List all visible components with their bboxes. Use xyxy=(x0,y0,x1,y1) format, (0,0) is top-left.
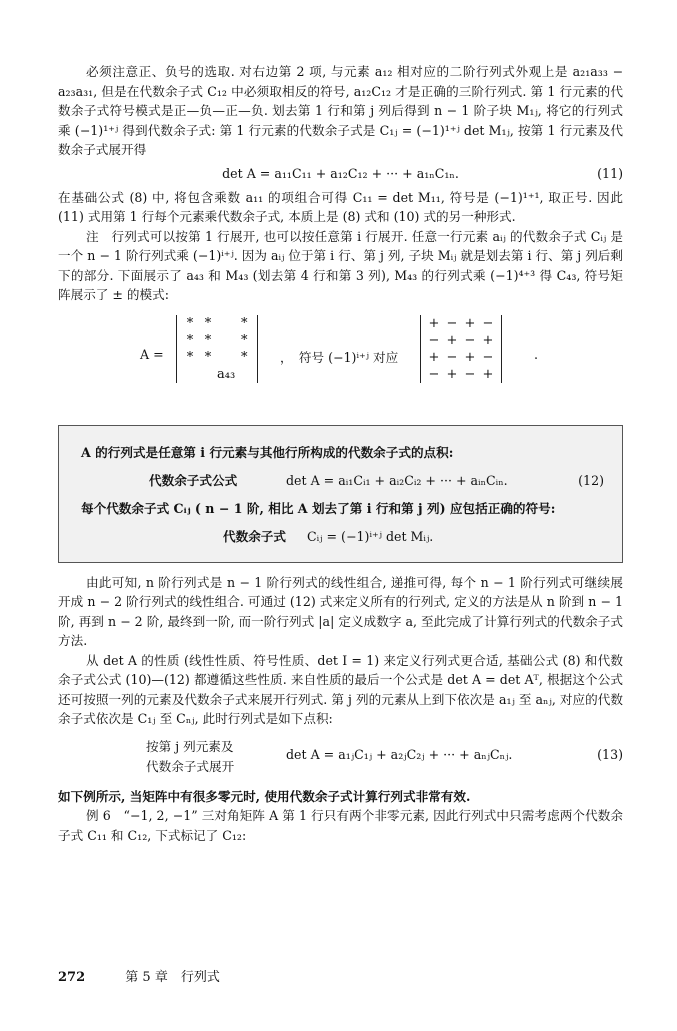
matS-cell: + xyxy=(428,349,440,365)
matA-cell xyxy=(217,332,235,349)
matA-cell: * xyxy=(240,315,248,331)
matS-cell: + xyxy=(482,332,494,348)
paragraph-basic-formula: 在基础公式 (8) 中, 将包含乘数 a₁₁ 的项组合可得 C₁₁ = det M₁₁, 符号是 (−1)¹⁺¹, 取正号. 因此 (11) 式用第 1 行每个元素乘代数余子式, 本质上是 (8) 式和 (10) 式的另一种形式. xyxy=(58,189,623,224)
page-footer xyxy=(58,966,220,985)
equation-13-body: det A = a₁ⱼC₁ⱼ + a₂ⱼC₂ⱼ + ··· + aₙⱼCₙⱼ. xyxy=(286,746,513,762)
matS-cell: + xyxy=(428,315,440,331)
paragraph-sign-selection: 必须注意正、负号的选取. 对右边第 2 项, 与元素 a₁₂ 相对应的二阶行列式外观上是 a₂₁a₃₃ − a₂₃a₃₁, 但是在代数余子式 C₁₂ 中必须取相反的符号, a₁₂C₁₂ 才是正确的三阶行列式. 第 1 行元素的代数余子式符号模式是正—负—正—负. 划去第 1 行和第 j 列后得到 n − 1 阶子块 M₁ⱼ, 将它的行列式乘 (−1)¹⁺ʲ 得到代数余子式: 第 1 行元素的代数余子式是 C₁ⱼ = (−1)¹⁺ʲ det M₁ⱼ, 按第 1 行元素及代数余子式展开得 xyxy=(58,64,623,157)
cofactor-formula-box xyxy=(58,425,623,563)
page-body xyxy=(58,62,623,845)
matA-cell: * xyxy=(240,349,248,365)
matA-cell xyxy=(181,366,199,383)
matA-cell xyxy=(217,349,235,366)
matA-cell: * xyxy=(186,349,194,365)
equation-13-label-1: 按第 j 列元素及 xyxy=(146,738,234,754)
box-formula-line xyxy=(81,470,604,492)
equation-11-number: (11) xyxy=(597,165,623,181)
matA-cell xyxy=(199,366,217,383)
matA-cell: * xyxy=(204,315,212,331)
equation-13-label-2: 代数余子式展开 xyxy=(146,758,235,774)
matrix-display xyxy=(58,311,623,411)
box-formula: det A = aᵢ₁Cᵢ₁ + aᵢ₂Cᵢ₂ + ··· + aᵢₙCᵢₙ. xyxy=(286,472,508,488)
matA-cell: * xyxy=(186,315,194,331)
matS-cell: − xyxy=(428,332,440,348)
matA-cell: * xyxy=(240,332,248,348)
matrix-a xyxy=(176,315,258,383)
box-heading: A 的行列式是任意第 i 行元素与其他行所构成的代数余子式的点积: xyxy=(81,444,454,460)
equation-11-body: det A = a₁₁C₁₁ + a₁₂C₁₂ + ··· + a₁ₙC₁ₙ. xyxy=(222,165,459,181)
matS-cell: − xyxy=(428,366,440,382)
box-cofactor-label: 代数余子式 xyxy=(223,528,286,544)
matS-cell: − xyxy=(482,349,494,365)
matS-cell: + xyxy=(464,349,476,365)
equation-13-number: (13) xyxy=(597,746,623,762)
equation-11 xyxy=(58,162,623,186)
matS-cell: + xyxy=(446,366,458,382)
matS-cell: + xyxy=(482,366,494,382)
matA-cell xyxy=(235,366,253,383)
paragraph-column-expansion: 从 det A 的性质 (线性性质、符号性质、det I = 1) 来定义行列式更合适, 基础公式 (8) 和代数余子式公式 (10)—(12) 都遵循这些性质. 来自性质的最后一个公式是 det A = det Aᵀ, 根据这个公式还可按照一列的元素及代数余子式来展开行列式. 第 j 列的元素从上到下依次是 a₁ⱼ 至 aₙⱼ, 对应的代数余子式依次是 C₁ⱼ 至 Cₙⱼ, 此时行列式是如下点积: xyxy=(58,652,623,726)
sign-matrix-end: . xyxy=(534,346,539,362)
box-formula-number: (12) xyxy=(578,472,604,488)
sign-matrix-label: ， 符号 (−1)ⁱ⁺ʲ 对应 xyxy=(280,349,399,365)
box-formula-label: 代数余子式公式 xyxy=(149,472,238,488)
matA-cell: * xyxy=(186,332,194,348)
matA-cell: a₄₃ xyxy=(217,366,236,382)
paragraph-recursion: 由此可知, n 阶行列式是 n − 1 阶行列式的线性组合, 递推可得, 每个 n − 1 阶行列式可继续展开成 n − 2 阶行列式的线性组合. 可通过 (12) 式来定义所有的行列式, 定义的方法是从 n 阶到 n − 1 阶, 再到 n − 2 阶, 最终到一阶, 而一阶行列式 |a| 定义成数字 a, 至此完成了计算行列式的代数余子式方法. xyxy=(58,574,623,648)
paragraph-zero-entries: 如下例所示, 当矩阵中有很多零元时, 使用代数余子式计算行列式非常有效. xyxy=(58,788,471,804)
matA-cell: * xyxy=(204,349,212,365)
page-number: 272 xyxy=(58,970,86,985)
matA-cell xyxy=(217,315,235,332)
matS-cell: − xyxy=(464,366,476,382)
matS-cell: − xyxy=(482,315,494,331)
equation-13 xyxy=(58,735,623,783)
matA-cell: * xyxy=(204,332,212,348)
box-cofactor-line xyxy=(81,526,604,548)
chapter-title: 第 5 章 行列式 xyxy=(125,970,220,985)
box-cofactor-formula: Cᵢⱼ = (−1)ⁱ⁺ʲ det Mᵢⱼ. xyxy=(307,528,434,544)
paragraph-example-6: 例 6 “−1, 2, −1” 三对角矩阵 A 第 1 行只有两个非零元素, 因此行列式中只需考虑两个代数余子式 C₁₁ 和 C₁₂, 下式标记了 C₁₂: xyxy=(58,808,623,843)
box-note: 每个代数余子式 Cᵢⱼ ( n − 1 阶, 相比 A 划去了第 i 行和第 j 列) 应包括正确的符号: xyxy=(81,500,556,516)
matS-cell: + xyxy=(464,315,476,331)
matS-cell: − xyxy=(446,349,458,365)
sign-matrix xyxy=(420,315,502,383)
matS-cell: − xyxy=(446,315,458,331)
matrix-a-label: A = xyxy=(140,346,164,362)
paragraph-note: 注 行列式可以按第 1 行展开, 也可以按任意第 i 行展开. 任意一行元素 aᵢⱼ 的代数余子式 Cᵢⱼ 是一个 n − 1 阶行列式乘 (−1)ⁱ⁺ʲ. 因为 aᵢⱼ 位于第 i 行、第 j 列, 子块 Mᵢⱼ 就是划去第 i 行、第 j 列后剩下的部分. 下面展示了 a₄₃ 和 M₄₃ (划去第 4 行和第 3 列), M₄₃ 的行列式乘 (−1)⁴⁺³ 得 C₄₃, 符号矩阵展示了 ± 的模式: xyxy=(58,228,623,302)
matS-cell: + xyxy=(446,332,458,348)
matS-cell: − xyxy=(464,332,476,348)
